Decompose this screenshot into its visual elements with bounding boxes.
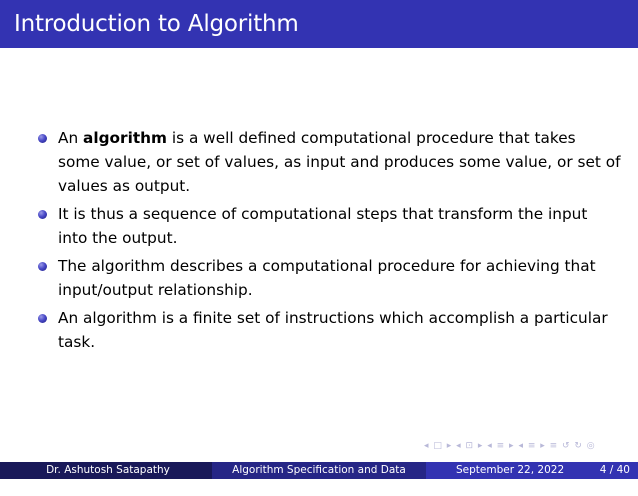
bullet-ball-icon [38,262,47,271]
footer-right [426,462,638,479]
bullet-ball-icon [38,134,47,143]
bullet-ball-icon [38,314,47,323]
footer-date: September 22, 2022 [456,464,565,476]
bullet-text-post: is a well defined computational procedure that takes some value, or set of values, as input and produces some value, or set of values as output. [58,129,621,195]
bullet-item [36,306,621,354]
slide-title: Introduction to Algorithm [14,11,299,37]
title-bar [0,0,638,48]
bullet-item [36,126,621,198]
bullet-text: It is thus a sequence of computational steps that transform the input into the output. [58,205,588,247]
bullet-text-pre: An [58,129,84,147]
footer-page-number: 4 / 40 [599,464,630,476]
bullet-text: The algorithm describes a computational procedure for achieving that input/output relationship. [58,257,596,299]
bullet-item [36,202,621,250]
footer-course: Algorithm Specification and Data Abstraction [212,462,426,479]
footer-author: Dr. Ashutosh Satapathy [0,462,212,479]
footer-bar [0,462,638,493]
bullet-item [36,254,621,302]
bullet-text: An algorithm is a finite set of instructions which accomplish a particular task. [58,309,608,351]
bullet-ball-icon [38,210,47,219]
beamer-navigation-symbols-icon[interactable]: ◂ □ ▸ ◂ ⊡ ▸ ◂ ≡ ▸ ◂ ≡ ▸ ≡ ↺ ↻ ◎ [424,441,596,451]
bullet-text-bold: algorithm [83,129,167,147]
bullet-list [36,126,621,358]
